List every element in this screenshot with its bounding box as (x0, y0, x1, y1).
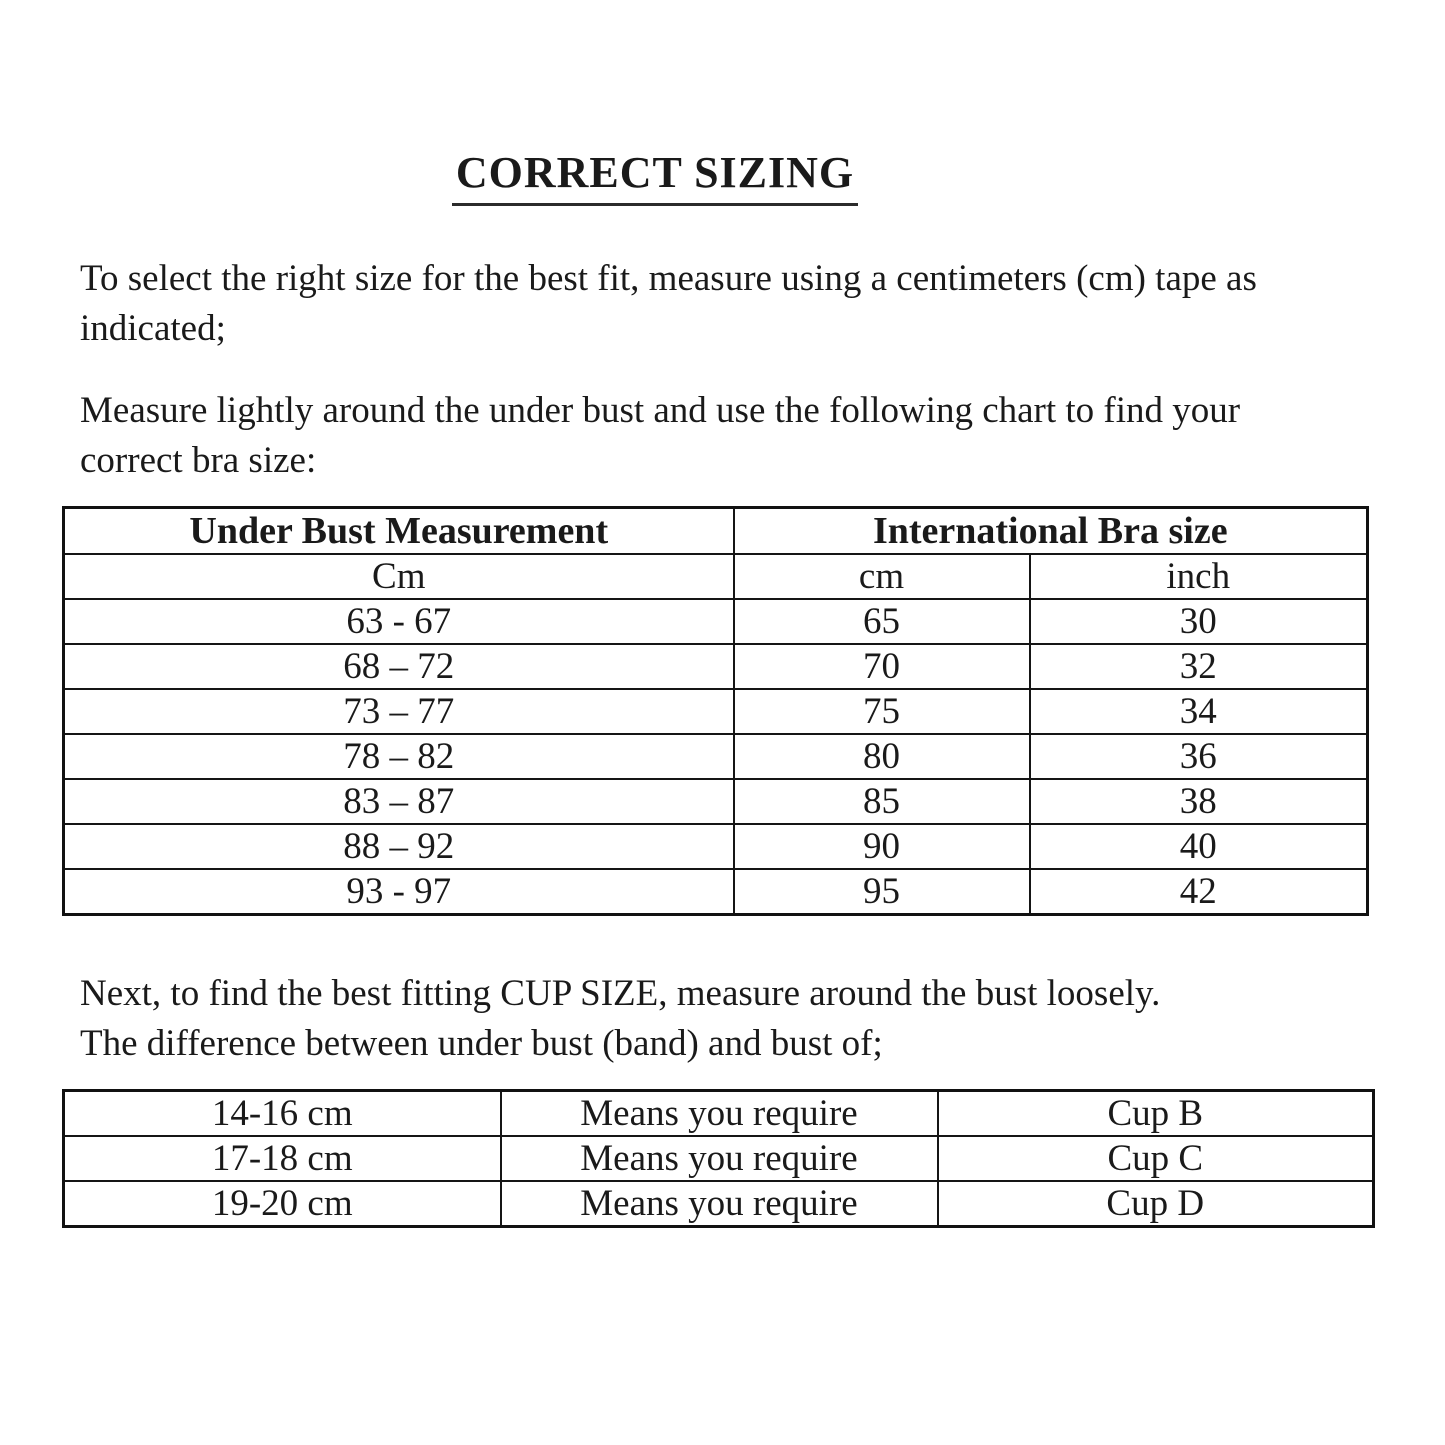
table-cell: 78 – 82 (64, 734, 734, 779)
table-cell: 36 (1030, 734, 1368, 779)
measure-paragraph (80, 386, 1370, 486)
header-international-size: International Bra size (734, 507, 1368, 554)
table-cell: Cup D (938, 1181, 1374, 1227)
table-cell: 14-16 cm (64, 1090, 501, 1136)
title-container (80, 0, 1230, 206)
subheader-cm: cm (734, 554, 1030, 599)
table-cell: Means you require (501, 1136, 938, 1181)
table-cell: 40 (1030, 824, 1368, 869)
table-cell: Means you require (501, 1181, 938, 1227)
table-row (64, 1090, 1374, 1136)
table-cell: 65 (734, 599, 1030, 644)
table-cell: 38 (1030, 779, 1368, 824)
table-subheader-row (64, 554, 1368, 599)
table-cell: 80 (734, 734, 1030, 779)
table-cell: Means you require (501, 1090, 938, 1136)
table-cell: 42 (1030, 869, 1368, 915)
table-cell: 88 – 92 (64, 824, 734, 869)
table-cell: 83 – 87 (64, 779, 734, 824)
table-cell: 34 (1030, 689, 1368, 734)
cup-size-paragraph (80, 969, 1370, 1069)
intro-paragraph-line: indicated; (80, 307, 226, 349)
cup-size-paragraph-line: Next, to find the best fitting CUP SIZE, measure around the bust loosely. (80, 972, 1161, 1014)
table-cell: 73 – 77 (64, 689, 734, 734)
table-cell: 70 (734, 644, 1030, 689)
table-cell: 32 (1030, 644, 1368, 689)
table-cell: 68 – 72 (64, 644, 734, 689)
table-row (64, 779, 1368, 824)
table-cell: 30 (1030, 599, 1368, 644)
table-cell: 95 (734, 869, 1030, 915)
measure-paragraph-line: correct bra size: (80, 439, 317, 481)
intro-paragraph (80, 254, 1370, 354)
table-row (64, 869, 1368, 915)
table-cell: 75 (734, 689, 1030, 734)
table-cell: 19-20 cm (64, 1181, 501, 1227)
measure-paragraph-line: Measure lightly around the under bust and use the following chart to find your (80, 389, 1241, 431)
table-row (64, 1181, 1374, 1227)
table-row (64, 689, 1368, 734)
intro-paragraph-line: To select the right size for the best fit, measure using a centimeters (cm) tape as (80, 257, 1257, 299)
table-cell: 90 (734, 824, 1030, 869)
subheader-cm-left: Cm (64, 554, 734, 599)
table-cell: 93 - 97 (64, 869, 734, 915)
subheader-inch: inch (1030, 554, 1368, 599)
table-cell: 85 (734, 779, 1030, 824)
table-row (64, 644, 1368, 689)
table-cell: Cup B (938, 1090, 1374, 1136)
table-row (64, 1136, 1374, 1181)
table-row (64, 599, 1368, 644)
cup-size-table (62, 1089, 1375, 1228)
table-cell: 17-18 cm (64, 1136, 501, 1181)
table-row (64, 824, 1368, 869)
table-row (64, 734, 1368, 779)
cup-size-paragraph-line: The difference between under bust (band) and bust of; (80, 1022, 883, 1064)
page-title: CORRECT SIZING (452, 148, 858, 206)
bra-size-table (62, 506, 1369, 916)
header-under-bust: Under Bust Measurement (64, 507, 734, 554)
table-cell: Cup C (938, 1136, 1374, 1181)
table-cell: 63 - 67 (64, 599, 734, 644)
table-header-row (64, 507, 1368, 554)
